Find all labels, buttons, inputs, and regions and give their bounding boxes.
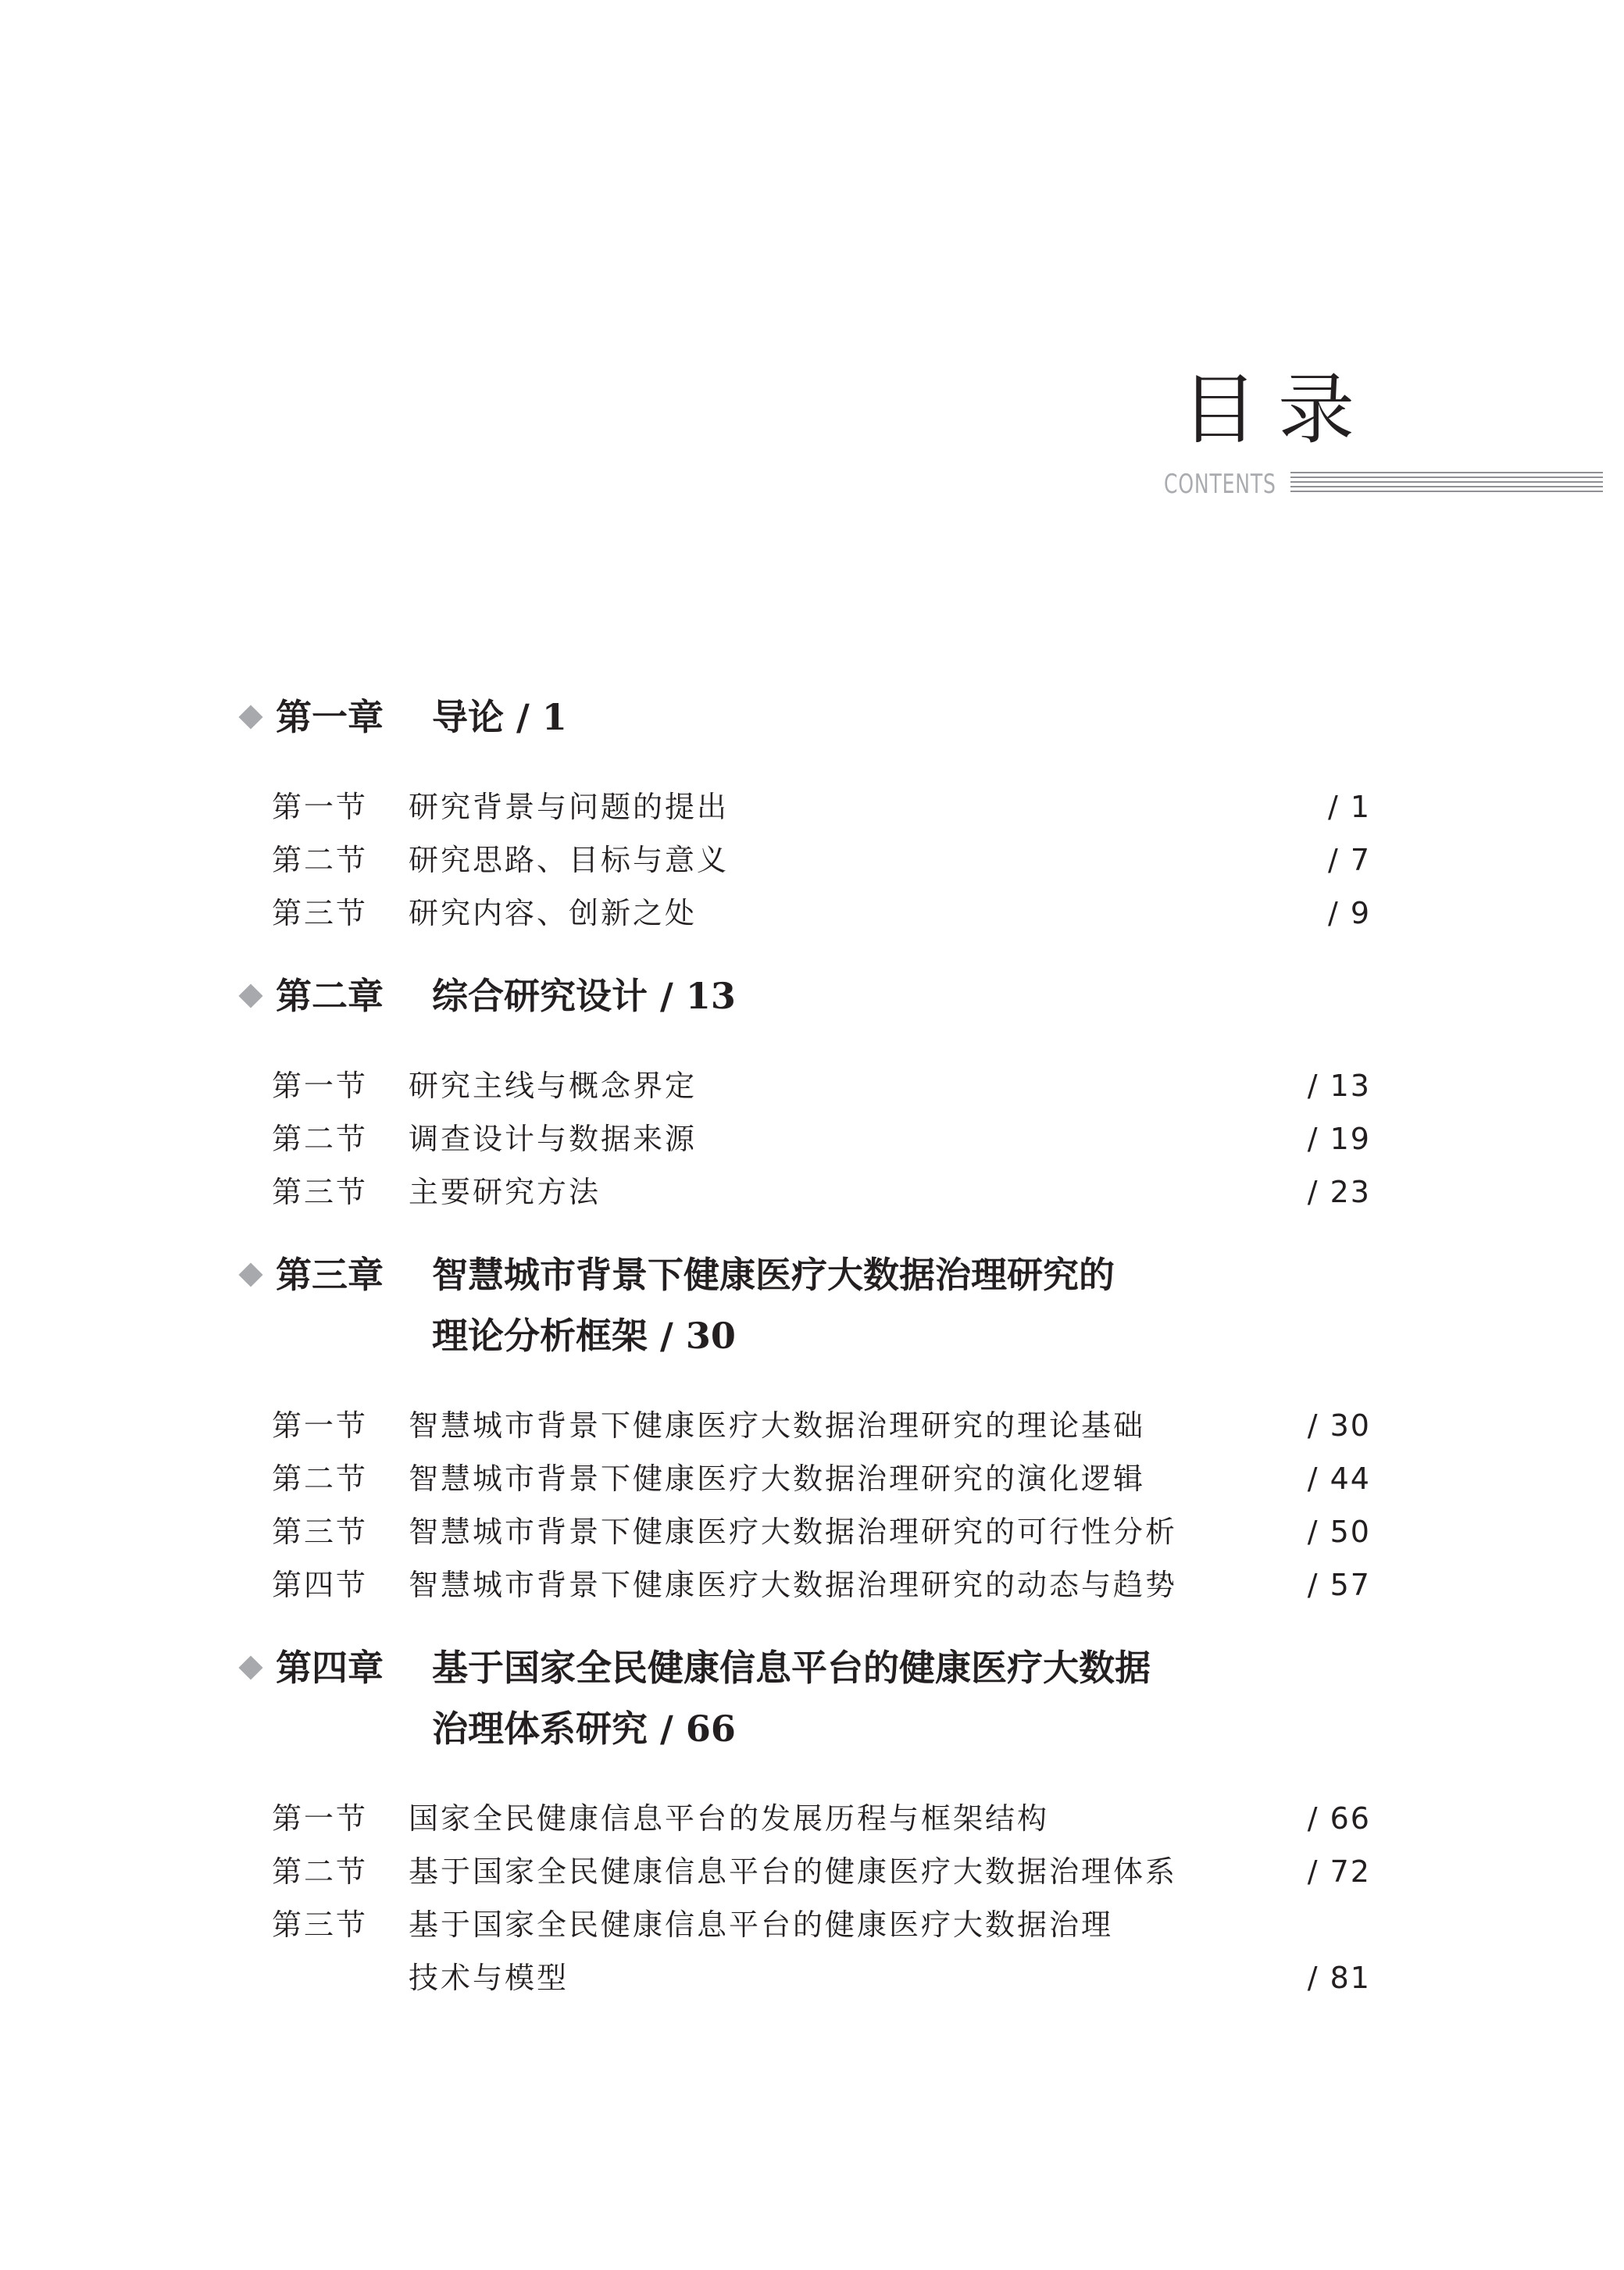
chapter-title (432, 1244, 1229, 1366)
chapter-heading[interactable] (238, 695, 1371, 748)
section-page: / 57 (1307, 1568, 1371, 1602)
section-number: 第三节 (272, 896, 369, 930)
section-entry[interactable] (238, 1505, 1371, 1558)
diamond-bullet-icon (238, 983, 262, 1008)
section-number: 第一节 (272, 1408, 369, 1443)
chapter-title-line-1: 智慧城市背景下健康医疗大数据治理研究的 (432, 1254, 1115, 1296)
section-title: 研究主线与概念界定 (409, 1069, 698, 1103)
section-entry[interactable] (238, 833, 1371, 887)
section-number: 第二节 (272, 1122, 369, 1156)
chapter-title: 综合研究设计 / 13 (432, 975, 736, 1017)
section-entry[interactable] (238, 1898, 1371, 2004)
chapter-1 (238, 695, 1371, 940)
section-page: / 30 (1307, 1408, 1371, 1443)
section-title (409, 1898, 1215, 2004)
section-number: 第三节 (272, 1175, 369, 1209)
section-page: / 1 (1327, 790, 1371, 824)
chapter-title-line-1: 基于国家全民健康信息平台的健康医疗大数据 (432, 1647, 1151, 1689)
chapter-heading[interactable] (238, 1253, 1371, 1366)
chapter-title-line-2: 理论分析框架 / 30 (432, 1315, 736, 1357)
section-title: 国家全民健康信息平台的发展历程与框架结构 (409, 1801, 1050, 1836)
section-title: 智慧城市背景下健康医疗大数据治理研究的可行性分析 (409, 1515, 1178, 1549)
chapter-heading[interactable] (238, 1646, 1371, 1759)
section-title: 智慧城市背景下健康医疗大数据治理研究的演化逻辑 (409, 1462, 1146, 1496)
section-page: / 72 (1307, 1854, 1371, 1889)
diamond-bullet-icon (238, 705, 262, 729)
section-list (238, 1059, 1371, 1219)
section-title: 主要研究方法 (409, 1175, 601, 1209)
chapter-number: 第三章 (276, 1254, 384, 1296)
section-title-line-1: 基于国家全民健康信息平台的健康医疗大数据治理 (409, 1908, 1114, 1942)
section-entry[interactable] (238, 1399, 1371, 1452)
section-list (238, 780, 1371, 940)
section-title-line-2: 技术与模型 (409, 1961, 569, 1995)
chapter-4 (238, 1646, 1371, 2004)
chapter-title (432, 1637, 1229, 1759)
section-title: 研究内容、创新之处 (409, 896, 698, 930)
section-entry[interactable] (238, 1059, 1371, 1112)
section-entry[interactable] (238, 1558, 1371, 1611)
section-page: / 44 (1307, 1462, 1371, 1496)
chapter-title-line-2: 治理体系研究 / 66 (432, 1708, 736, 1750)
section-page: / 66 (1307, 1801, 1371, 1836)
section-title: 研究背景与问题的提出 (409, 790, 730, 824)
chapter-number: 第四章 (276, 1647, 384, 1689)
section-list (238, 1792, 1371, 2004)
section-entry[interactable] (238, 1452, 1371, 1505)
section-title: 智慧城市背景下健康医疗大数据治理研究的理论基础 (409, 1408, 1146, 1443)
section-entry[interactable] (238, 1112, 1371, 1165)
section-page: / 19 (1307, 1122, 1371, 1156)
section-page: / 50 (1307, 1515, 1371, 1549)
section-list (238, 1399, 1371, 1611)
section-entry[interactable] (238, 887, 1371, 940)
toc-header (1164, 367, 1609, 508)
chapter-2 (238, 974, 1371, 1219)
section-number: 第一节 (272, 1801, 369, 1836)
section-entry[interactable] (238, 1792, 1371, 1845)
section-number: 第三节 (272, 1515, 369, 1549)
contents-label: CONTENTS (1164, 469, 1276, 500)
diamond-bullet-icon (238, 1655, 262, 1679)
section-page: / 13 (1307, 1069, 1371, 1103)
section-page: / 81 (1307, 1961, 1371, 1995)
section-entry[interactable] (238, 780, 1371, 833)
section-title: 研究思路、目标与意义 (409, 843, 730, 877)
decorative-rules (1290, 472, 1603, 497)
section-entry[interactable] (238, 1165, 1371, 1219)
section-number: 第二节 (272, 1462, 369, 1496)
section-page: / 7 (1327, 843, 1371, 877)
diamond-bullet-icon (238, 1262, 262, 1287)
page-title: 目录 (1180, 366, 1375, 455)
table-of-contents (238, 695, 1371, 2039)
section-page: / 23 (1307, 1175, 1371, 1209)
chapter-3 (238, 1253, 1371, 1611)
section-number: 第一节 (272, 790, 369, 824)
chapter-heading[interactable] (238, 974, 1371, 1026)
section-number: 第一节 (272, 1069, 369, 1103)
chapter-number: 第二章 (276, 975, 384, 1017)
section-number: 第四节 (272, 1568, 369, 1602)
section-title: 智慧城市背景下健康医疗大数据治理研究的动态与趋势 (409, 1568, 1178, 1602)
section-number: 第二节 (272, 843, 369, 877)
section-title: 基于国家全民健康信息平台的健康医疗大数据治理体系 (409, 1854, 1178, 1889)
section-title: 调查设计与数据来源 (409, 1122, 698, 1156)
chapter-title: 导论 / 1 (432, 696, 567, 738)
section-page: / 9 (1327, 896, 1371, 930)
chapter-number: 第一章 (276, 696, 384, 738)
section-entry[interactable] (238, 1845, 1371, 1898)
section-number: 第二节 (272, 1854, 369, 1889)
section-number: 第三节 (272, 1908, 369, 1942)
